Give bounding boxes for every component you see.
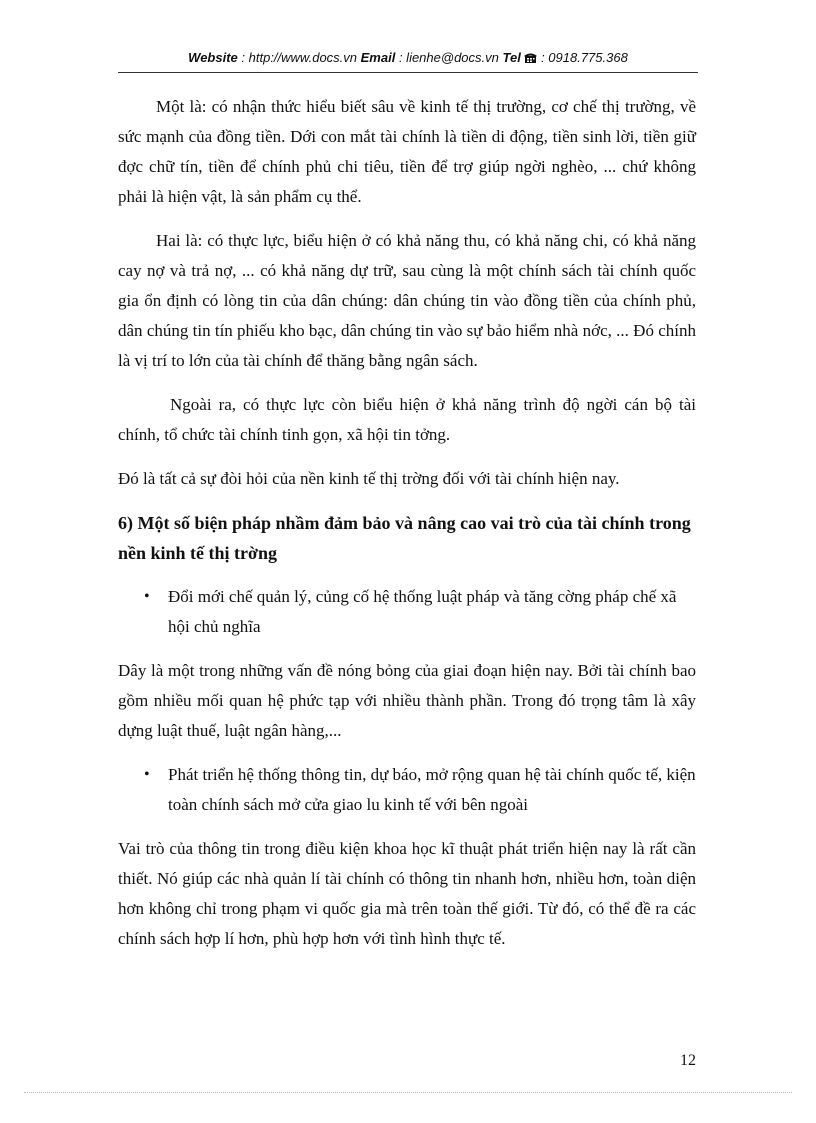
footer-divider xyxy=(24,1092,792,1093)
page-header xyxy=(120,50,696,67)
section-heading: 6) Một số biện pháp nhầm đảm bảo và nâng cao vai trò của tài chính trong nền kinh tế thị trờng xyxy=(118,513,691,563)
phone-icon xyxy=(524,52,537,67)
tel-label: Tel xyxy=(502,50,521,65)
paragraph-conclusion: Đó là tất cả sự đòi hỏi của nền kinh tế thị trờng đối với tài chính hiện nay. xyxy=(118,469,620,488)
email-label: Email xyxy=(360,50,396,65)
bullet-body-paragraph: Vai trò của thông tin trong điều kiện khoa học kĩ thuật phát triển hiện nay là rất cần thiết. Nó giúp các nhà quản lí tài chính có thông tin nhanh hơn, nhiều hơn, toàn diện hơn không chỉ trong phạm vi quốc gia mà trên toàn thế giới. Từ đó, có thể đề ra các chính sách hợp lí hơn, phù hợp hơn với tình hình thực tế. xyxy=(118,839,696,948)
bullet-icon: • xyxy=(144,766,150,783)
paragraph-mot-la: Một là: có nhận thức hiểu biết sâu về kinh tế thị trường, cơ chế thị trường, về sức mạnh của đồng tiền. Dới con mắt tài chính là tiền di động, tiền sinh lời, tiền giữ đợc chữ tín, tiền để chính phủ chi tiêu, tiền để trợ giúp ngời nghèo, ... chứ không phải là hiện vật, là sản phẩm cụ thể. xyxy=(118,97,696,206)
bullet-body-paragraph: Dây là một trong những vấn đề nóng bỏng của giai đoạn hiện nay. Bởi tài chính bao gồm nhiều mối quan hệ phức tạp với nhiều thành phần. Trong đó trọng tâm là xây dựng luật thuế, luật ngân hàng,... xyxy=(118,661,696,740)
paragraph-ngoai-ra: Ngoài ra, có thực lực còn biểu hiện ở khả năng trình độ ngời cán bộ tài chính, tổ chức tài chính tinh gọn, xã hội tin tởng. xyxy=(118,395,696,444)
bullet-icon: • xyxy=(144,588,150,605)
bullet-text: Phát triển hệ thống thông tin, dự báo, mở rộng quan hệ tài chính quốc tế, kiện toàn chính sách mở cửa giao lu kinh tế với bên ngoài xyxy=(168,765,696,814)
website-url: : http://www.docs.vn xyxy=(241,50,358,65)
bullet-item xyxy=(118,760,696,820)
page-number: 12 xyxy=(680,1052,696,1069)
document-body xyxy=(118,92,696,968)
paragraph-hai-la: Hai là: có thực lực, biểu hiện ở có khả năng thu, có khả năng chi, có khả năng cay nợ và trả nợ, ... có khả năng dự trữ, sau cùng là một chính sách tài chính quốc gia ổn định có lòng tin của dân chúng: dân chúng tin vào đồng tiền của chính phủ, dân chúng tin tín phiếu kho bạc, dân chúng tin vào sự bảo hiểm nhà nớc, ... Đó chính là vị trí to lớn của tài chính để thăng bằng ngân sách. xyxy=(118,231,696,370)
header-divider xyxy=(118,72,698,73)
bullet-text: Đổi mới chế quản lý, củng cố hệ thống luật pháp và tăng cờng pháp chế xã hội chủ nghĩa xyxy=(168,587,677,636)
email-address: : lienhe@docs.vn xyxy=(398,50,499,65)
website-label: Website xyxy=(188,50,238,65)
bullet-item xyxy=(118,582,696,642)
phone-number: : 0918.775.368 xyxy=(541,50,628,65)
